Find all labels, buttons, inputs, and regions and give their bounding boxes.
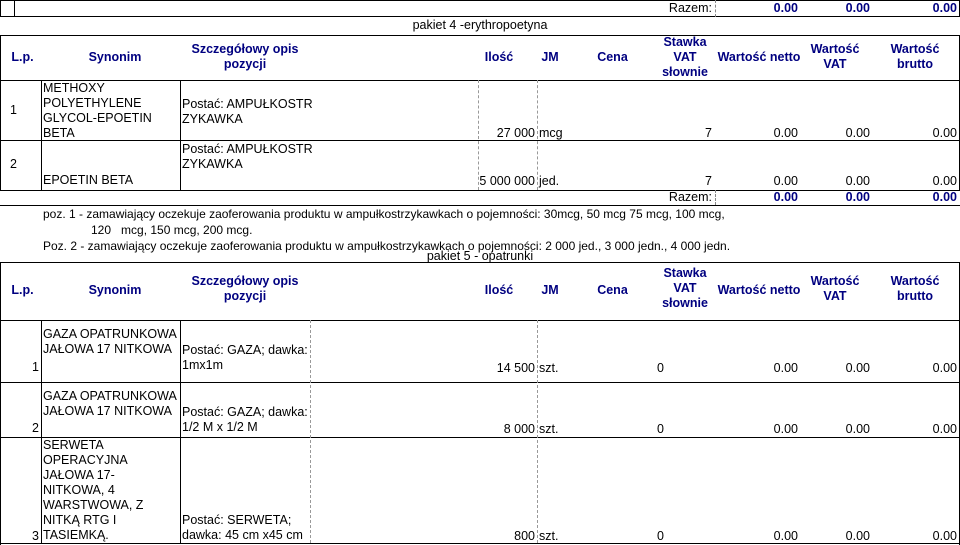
p5-header-synonim: Synonim — [88, 283, 142, 297]
p4-header-lp: L.p. — [11, 50, 34, 64]
p5-header-opis: Szczegółowy opis pozycji — [191, 274, 299, 303]
p5-row2-ilosc: 8 000 — [503, 422, 535, 436]
p4-razem-brutto: 0.00 — [932, 190, 957, 204]
p4-header-opis: Szczegółowy opis pozycji — [191, 42, 299, 71]
p4-razem-label: Razem: — [668, 190, 712, 204]
p4-note-1: poz. 1 - zamawiający oczekuje zaoferowania produktu w ampułkostrzykawkach o pojemności: 30mcg, 50 mcg 75 mcg, 100 mcg, — [43, 207, 725, 221]
p4-header-stawka: Stawka VAT słownie — [662, 35, 708, 79]
p5-row2-jm: szt. — [539, 422, 559, 436]
p4-row2-jm: jed. — [539, 174, 560, 188]
p4-row1-opis: Postać: AMPUŁKOSTRZYKAWKA — [182, 97, 313, 126]
p4-header-wvat: Wartość VAT — [810, 42, 860, 71]
p4-note-2: 120 mcg, 150 mcg, 200 mcg. — [91, 223, 253, 237]
p5-row1-vat: 0.00 — [845, 361, 870, 375]
p5-row1-lp: 1 — [32, 360, 39, 374]
p4-row1-ilosc: 27 000 — [496, 126, 535, 140]
pakiet4-title: pakiet 4 -erythropoetyna — [412, 18, 548, 32]
p5-row2-opis: Postać: GAZA; dawka: 1/2 M x 1/2 M — [182, 405, 308, 434]
top-razem-netto: 0.00 — [773, 1, 798, 15]
p4-row1-synonim: METHOXY POLYETHYLENE GLYCOL-EPOETIN BETA — [43, 81, 152, 140]
p5-row1-opis: Postać: GAZA; dawka: 1mx1m — [182, 343, 308, 372]
p4-row2-brutto: 0.00 — [932, 174, 957, 188]
p4-row2-stawka: 7 — [705, 174, 712, 188]
p5-row1-synonim: GAZA OPATRUNKOWA JAŁOWA 17 NITKOWA — [43, 327, 177, 356]
p5-row3-vat: 0.00 — [845, 529, 870, 543]
p5-row2-stawka: 0 — [657, 422, 664, 436]
p5-row1-jm: szt. — [539, 361, 559, 375]
p4-header-synonim: Synonim — [88, 50, 142, 64]
pakiet5-title: pakiet 5 - opatrunki — [426, 249, 534, 263]
p4-row1-stawka: 7 — [705, 126, 712, 140]
p4-row2-lp: 2 — [10, 157, 17, 171]
p4-row2-vat: 0.00 — [845, 174, 870, 188]
top-razem-label: Razem: — [668, 1, 712, 15]
p4-row2-opis: Postać: AMPUŁKOSTRZYKAWKA — [182, 142, 313, 171]
p5-row3-lp: 3 — [32, 529, 39, 543]
p5-row3-netto: 0.00 — [773, 529, 798, 543]
p4-razem-netto: 0.00 — [773, 190, 798, 204]
p5-row2-lp: 2 — [32, 421, 39, 435]
top-razem-vat: 0.00 — [845, 1, 870, 15]
p5-row3-ilosc: 800 — [514, 529, 535, 543]
p5-row1-ilosc: 14 500 — [496, 361, 535, 375]
p5-header-cena: Cena — [597, 283, 628, 297]
p5-header-jm: JM — [541, 283, 559, 297]
p4-header-netto: Wartość netto — [717, 50, 801, 64]
p4-row1-vat: 0.00 — [845, 126, 870, 140]
p5-header-brutto: Wartość brutto — [890, 274, 940, 303]
p4-row1-jm: mcg — [539, 126, 563, 140]
p4-header-brutto: Wartość brutto — [890, 42, 940, 71]
p5-row1-brutto: 0.00 — [932, 361, 957, 375]
p5-row2-brutto: 0.00 — [932, 422, 957, 436]
p4-row2-synonim: EPOETIN BETA — [43, 173, 134, 187]
p5-row3-brutto: 0.00 — [932, 529, 957, 543]
p4-row1-brutto: 0.00 — [932, 126, 957, 140]
p4-note-3: Poz. 2 - zamawiający oczekuje zaoferowania produktu w ampułkostrzykawkach o pojemności: 2 000 jed., 3 000 jedn., 4 000 jedn. — [43, 239, 731, 253]
p5-header-lp: L.p. — [11, 283, 34, 297]
p5-header-netto: Wartość netto — [717, 283, 801, 297]
p5-header-stawka: Stawka VAT słownie — [662, 266, 708, 310]
p4-row1-netto: 0.00 — [773, 126, 798, 140]
p5-row3-stawka: 0 — [657, 529, 664, 543]
p5-header-ilosc: Ilość — [484, 283, 514, 297]
top-razem-brutto: 0.00 — [932, 1, 957, 15]
p4-row2-ilosc: 5 000 000 — [479, 174, 535, 188]
p4-header-cena: Cena — [597, 50, 628, 64]
p4-header-jm: JM — [541, 50, 559, 64]
p5-row2-netto: 0.00 — [773, 422, 798, 436]
p4-razem-vat: 0.00 — [845, 190, 870, 204]
p5-row3-opis: Postać: SERWETA; dawka: 45 cm x45 cm — [182, 513, 303, 542]
p4-row2-netto: 0.00 — [773, 174, 798, 188]
p5-header-wvat: Wartość VAT — [810, 274, 860, 303]
p4-header-ilosc: Ilość — [484, 50, 514, 64]
p5-row2-vat: 0.00 — [845, 422, 870, 436]
p5-row3-jm: szt. — [539, 529, 559, 543]
p5-row1-stawka: 0 — [657, 361, 664, 375]
p5-row3-synonim: SERWETA OPERACYJNA JAŁOWA 17-NITKOWA, 4 WARSTWOWA, Z NITKĄ RTG I TASIEMKĄ. — [43, 438, 144, 542]
p4-row1-lp: 1 — [10, 103, 17, 117]
p5-row2-synonim: GAZA OPATRUNKOWA JAŁOWA 17 NITKOWA — [43, 389, 177, 418]
p5-row1-netto: 0.00 — [773, 361, 798, 375]
